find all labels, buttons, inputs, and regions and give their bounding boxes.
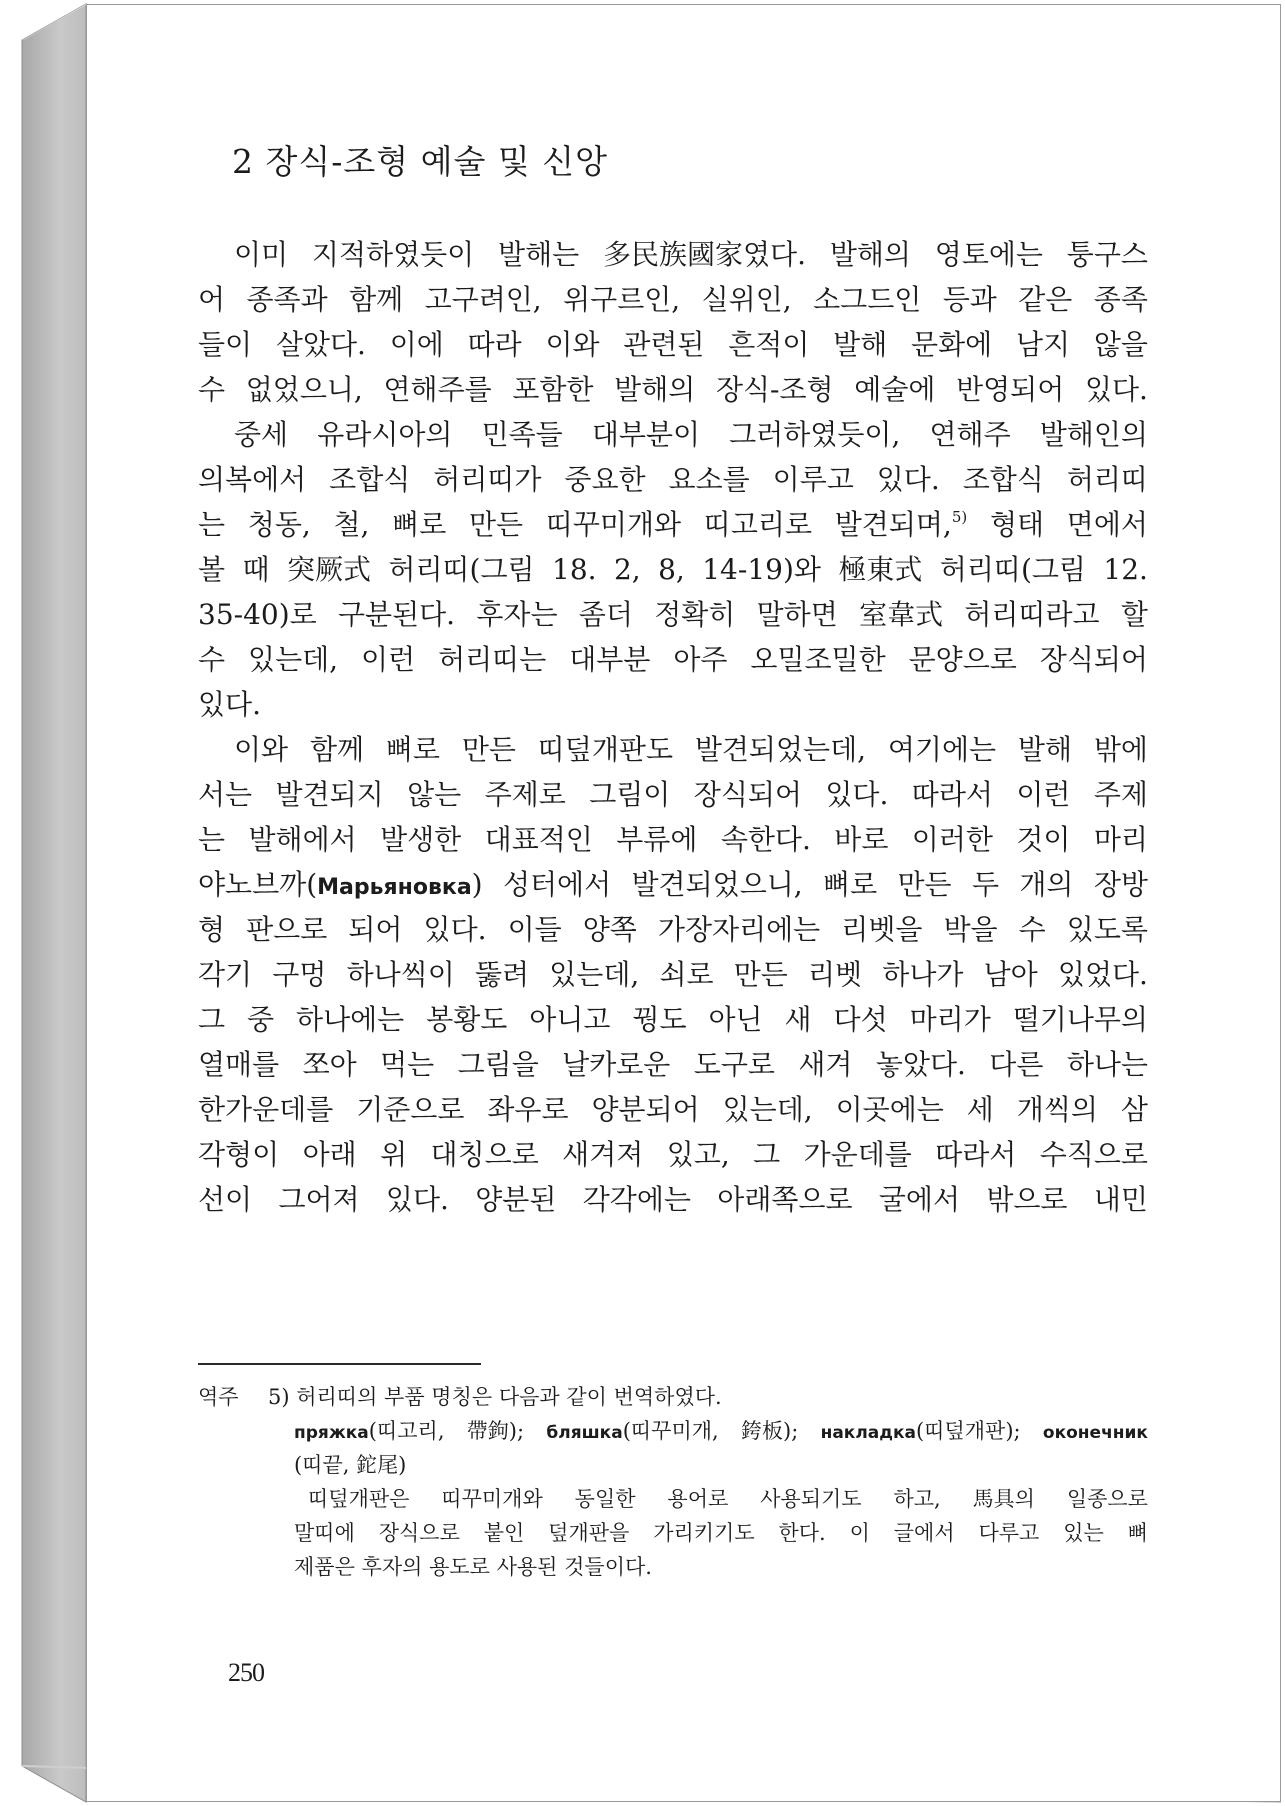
text-line: [198, 592, 1148, 637]
word: 종족: [1093, 283, 1148, 316]
word: 만든: [733, 958, 788, 991]
word: 이런: [361, 643, 416, 676]
word: 대칭으로: [430, 1138, 539, 1171]
word: 마리: [1093, 823, 1148, 856]
word: 영토에는: [934, 238, 1043, 271]
text-line: [198, 412, 1148, 457]
text-line: [198, 862, 1148, 907]
word: 띠덮개판은: [308, 1487, 410, 1511]
word: 18.: [552, 553, 597, 586]
word: 굴에서: [878, 1183, 960, 1216]
word: 있다.: [385, 1183, 449, 1216]
word: 중: [247, 1003, 275, 1036]
word: 장식-조형: [715, 373, 834, 406]
word: 따라서: [935, 1138, 1017, 1171]
word: 室韋式: [859, 598, 944, 631]
word: 용어로: [667, 1487, 729, 1511]
word: 만든: [461, 733, 516, 766]
word: 14-19)와: [702, 553, 821, 586]
word: 그: [753, 1138, 781, 1171]
word: 대표적인: [484, 823, 593, 856]
word: 있고,: [666, 1138, 730, 1171]
footnote-ref[interactable]: 5): [951, 508, 968, 526]
word: 어: [198, 283, 226, 316]
word: 쪼아: [302, 1048, 357, 1081]
footnote-para-line: [294, 1482, 1148, 1516]
word: 주제로: [484, 778, 566, 811]
word: 볼: [198, 553, 226, 586]
word: 허리띠는: [438, 643, 547, 676]
word: 각기: [198, 958, 253, 991]
word: 양분되어: [591, 1093, 700, 1126]
word: 떨기나무의: [1012, 1003, 1148, 1036]
word: 기준으로: [356, 1093, 465, 1126]
word: 띠덮개판도: [537, 733, 673, 766]
word: 각각에는: [582, 1183, 691, 1216]
word: 두: [971, 868, 1000, 901]
word: 살았다.: [275, 328, 366, 361]
word: 바로: [834, 823, 889, 856]
word: 판으로: [246, 913, 328, 946]
word: 덮개판을: [548, 1521, 630, 1545]
word: 허리띠가: [433, 463, 542, 496]
word: 민족들: [481, 418, 563, 451]
word: бляшка(띠꾸미개,: [546, 1419, 719, 1443]
word: 중요한: [564, 463, 646, 496]
word: 그어져: [278, 1183, 360, 1216]
word: 개의: [1019, 868, 1074, 901]
word: 장식되어: [693, 778, 802, 811]
word: 그러하였듯이,: [729, 418, 901, 451]
word: 종족과: [246, 283, 328, 316]
word: 포함한: [512, 373, 594, 406]
word: 꿩도: [632, 1003, 687, 1036]
word: 만든: [897, 868, 952, 901]
word: 않는: [407, 778, 462, 811]
word: 발해: [1017, 733, 1072, 766]
word: 도구로: [693, 1048, 775, 1081]
word: 발견되며,$^{5)}$: [834, 508, 968, 541]
word: 할: [1120, 598, 1148, 631]
word: 이와: [545, 328, 600, 361]
word: 하나가: [882, 958, 964, 991]
footnote-terms-line-2: (띠끝, 鉈尾): [294, 1453, 407, 1477]
word: 발해의: [614, 373, 696, 406]
word: 하나는: [1066, 1048, 1148, 1081]
word: 흔적이: [728, 328, 810, 361]
word: 이에: [389, 328, 444, 361]
word: 박을: [943, 913, 998, 946]
word: 남아: [983, 958, 1038, 991]
word: 한다.: [778, 1521, 826, 1545]
word: 있다.: [825, 778, 889, 811]
word: 있도록: [1066, 913, 1148, 946]
word: 이미: [234, 238, 289, 271]
word: 馬具의: [972, 1487, 1035, 1511]
word: 선이: [198, 1183, 253, 1216]
word: 뼈로: [392, 508, 447, 541]
word: 새겨져: [562, 1138, 644, 1171]
word: 연해주: [929, 418, 1011, 451]
word: 12.: [1103, 553, 1148, 586]
word: 허리띠(그림: [939, 553, 1086, 586]
text-line: [198, 1042, 1148, 1087]
word: 남지: [1015, 328, 1071, 361]
word: 아주: [673, 643, 728, 676]
word: 형태: [989, 508, 1045, 541]
word: 아래쪽으로: [717, 1183, 853, 1216]
word: 봉황도: [426, 1003, 508, 1036]
word: 조합식: [962, 463, 1044, 496]
word: 있는데,: [722, 1093, 813, 1126]
word: 좀더: [578, 598, 633, 631]
word: 요소를: [668, 463, 750, 496]
word: 따라: [467, 328, 522, 361]
footnote-label: 역주: [198, 1385, 239, 1409]
text-line: [198, 277, 1148, 322]
text-line: [198, 322, 1148, 367]
word: 날카로운: [562, 1048, 671, 1081]
word: 이와: [234, 733, 289, 766]
word: 뼈로: [823, 868, 878, 901]
word: 있는데,: [248, 643, 339, 676]
text-line: [198, 1132, 1148, 1177]
word: 발해에서: [248, 823, 357, 856]
word: 帶鉤);: [466, 1419, 525, 1443]
footnotes: [198, 1380, 1148, 1584]
word: 밖으로: [986, 1183, 1068, 1216]
word: 서는: [198, 778, 253, 811]
word: 발생한: [380, 823, 462, 856]
word: 붙인: [483, 1521, 525, 1545]
word: 위: [380, 1138, 408, 1171]
text-line: [198, 907, 1148, 952]
word: 한가운데를: [198, 1093, 334, 1126]
word: 각형이: [198, 1138, 280, 1171]
footnote-para-last: 제품은 후자의 용도로 사용된 것들이다.: [294, 1555, 652, 1579]
word: 없었으니,: [245, 373, 363, 406]
word: 허리띠라고: [964, 598, 1100, 631]
word: 발견되었으니,: [631, 868, 803, 901]
word: 동일한: [574, 1487, 636, 1511]
text-line: [198, 952, 1148, 997]
word: 突厥式: [286, 553, 371, 586]
word: 가장자리에는: [657, 913, 821, 946]
word: 35-40)로: [198, 598, 317, 631]
word: 는: [198, 823, 226, 856]
word: 뼈로: [385, 733, 440, 766]
section-heading: 2 장식-조형 예술 및 신앙: [232, 142, 609, 181]
word: 가리키기도: [653, 1521, 755, 1545]
word: 청동,: [247, 508, 311, 541]
word: 새겨: [798, 1048, 853, 1081]
text-line: [198, 367, 1148, 412]
page-number: 250: [228, 1658, 264, 1687]
text-line: [198, 547, 1148, 592]
word: 양쪽: [582, 913, 637, 946]
text-line: [198, 1087, 1148, 1132]
word: оконечник: [1042, 1423, 1148, 1443]
word: 들이: [198, 328, 253, 361]
word: 띠고리로: [703, 508, 812, 541]
word: 발견되었는데,: [694, 733, 867, 766]
footnote-text: 5) 허리띠의 부품 명칭은 다음과 같이 번역하였다.: [268, 1385, 722, 1409]
word: 이곳에는: [835, 1093, 944, 1126]
word: 띠꾸미개와: [441, 1487, 543, 1511]
text-line: [198, 1177, 1148, 1222]
word: 2,: [613, 553, 641, 586]
text-line: [198, 997, 1148, 1042]
word: 말띠에: [294, 1521, 355, 1545]
word: 있는데,: [549, 958, 640, 991]
text-line: [198, 682, 1148, 727]
text-line: [198, 772, 1148, 817]
word: 있다.: [198, 688, 261, 721]
word: 아니고: [529, 1003, 611, 1036]
word: 있다.: [423, 913, 487, 946]
word: 이들: [507, 913, 562, 946]
word: 다루고: [978, 1521, 1040, 1545]
word: 유라시아의: [317, 418, 453, 451]
word: 만든: [469, 508, 524, 541]
word: 極東式: [838, 553, 923, 586]
word: 따라서: [911, 778, 993, 811]
word: 정확히: [654, 598, 736, 631]
word: 관련된: [623, 328, 705, 361]
word: 철,: [333, 508, 370, 541]
word: 발해인의: [1039, 418, 1148, 451]
word: 반영되어: [956, 373, 1065, 406]
word: 연해주를: [383, 373, 492, 406]
word: 고구려인,: [424, 283, 542, 316]
word: 주제: [1093, 778, 1148, 811]
footnote-first-line: [198, 1380, 1148, 1414]
word: 오밀조밀한: [750, 643, 886, 676]
word: 대부분이: [591, 418, 701, 451]
word: 발해는: [498, 238, 580, 271]
word: 있었다.: [1057, 958, 1148, 991]
word: 먹는: [380, 1048, 435, 1081]
word: 놓았다.: [875, 1048, 966, 1081]
word: 좌우로: [487, 1093, 569, 1126]
word: 뼈: [1127, 1521, 1148, 1545]
word: 개씩의: [1016, 1093, 1098, 1126]
word: 속한다.: [720, 823, 811, 856]
word: 대부분: [569, 643, 651, 676]
word: 글에서: [893, 1521, 955, 1545]
word: 수: [198, 373, 226, 406]
word: 뚫려: [474, 958, 530, 991]
text-line: [198, 727, 1148, 772]
word: 여기에는: [887, 733, 997, 766]
word: 허리띠: [1066, 463, 1148, 496]
word: 장방: [1093, 868, 1148, 901]
word: 발해: [833, 328, 888, 361]
word: 그림을: [457, 1048, 539, 1081]
word: 銙板);: [741, 1419, 799, 1443]
word: 장식되어: [1039, 643, 1148, 676]
text-line: [198, 232, 1148, 277]
word: 쇠로: [659, 958, 714, 991]
word: 그: [198, 1003, 226, 1036]
word: 삼: [1120, 1093, 1148, 1126]
word: 하나씩이: [346, 958, 455, 991]
word: 이루고: [772, 463, 854, 496]
word: 되어: [348, 913, 403, 946]
word: 8,: [658, 553, 685, 586]
word: 장식으로: [378, 1521, 460, 1545]
word: 있다.: [876, 463, 940, 496]
word: 아닌: [708, 1003, 763, 1036]
word: 퉁구스: [1066, 238, 1148, 271]
word: 있는: [1063, 1521, 1104, 1545]
footnote-terms-line: [294, 1414, 1148, 1448]
word: 의복에서: [198, 463, 307, 496]
word: 허리띠(그림: [388, 553, 535, 586]
word: 마리가: [909, 1003, 991, 1036]
word: 내민: [1093, 1183, 1148, 1216]
word: 열매를: [198, 1048, 280, 1081]
word: 면에서: [1066, 508, 1148, 541]
footnote-separator: [198, 1363, 481, 1365]
word: пряжка(띠고리,: [294, 1419, 445, 1443]
word: 지적하였듯이: [311, 238, 475, 271]
word: 실위인,: [701, 283, 792, 316]
word: 는: [198, 508, 226, 541]
word: 이런: [1016, 778, 1071, 811]
word: 아래: [302, 1138, 357, 1171]
body-text: [198, 232, 1148, 1222]
word: 않을: [1093, 328, 1148, 361]
word: 하고,: [893, 1487, 941, 1511]
word: 리벳을: [841, 913, 923, 946]
word: 조합식: [329, 463, 411, 496]
word: 발견되지: [275, 778, 384, 811]
word: 등과: [942, 283, 997, 316]
word: 문화에: [911, 328, 993, 361]
word: 띠꾸미개와: [545, 508, 682, 541]
word: 일종으로: [1066, 1487, 1148, 1511]
word: 양분된: [475, 1183, 557, 1216]
word: 사용되기도: [760, 1487, 862, 1511]
word: 이: [849, 1521, 870, 1545]
word: 구멍: [272, 958, 327, 991]
word: 함께: [349, 283, 404, 316]
word: 예술에: [854, 373, 936, 406]
word: 부류에: [616, 823, 698, 856]
word: 것이: [1016, 823, 1071, 856]
word: 밖에: [1093, 733, 1148, 766]
word: 다른: [989, 1048, 1044, 1081]
word: 이러한: [911, 823, 993, 856]
word: 다섯: [833, 1003, 888, 1036]
word: 중세: [234, 418, 289, 451]
text-line: [198, 457, 1148, 502]
footnote-para-line: [294, 1516, 1148, 1550]
word: 위구르인,: [563, 283, 681, 316]
word: 리벳: [808, 958, 863, 991]
word: 함께: [309, 733, 365, 766]
word: 하나에는: [296, 1003, 405, 1036]
word: 수직으로: [1039, 1138, 1148, 1171]
text-line: [198, 502, 1148, 547]
word: 때: [242, 553, 270, 586]
word: 있다.: [1084, 373, 1148, 406]
word: 말하면: [756, 598, 838, 631]
word: накладка(띠덮개판);: [820, 1419, 1021, 1443]
text-line: [198, 637, 1148, 682]
word: 야노브까(Марьяновка): [198, 868, 483, 901]
word: 수: [198, 643, 226, 676]
word: 형: [198, 913, 226, 946]
word: 새: [784, 1003, 812, 1036]
word: 소그드인: [813, 283, 922, 316]
word: 그림이: [589, 778, 671, 811]
word: 같은: [1018, 283, 1073, 316]
word: 수: [1018, 913, 1046, 946]
text-line: [198, 817, 1148, 862]
word: 성터에서: [502, 868, 612, 901]
word: 가운데를: [803, 1138, 912, 1171]
word: 세: [966, 1093, 994, 1126]
word: 多民族國家였다.: [603, 238, 806, 271]
word: 문양으로: [908, 643, 1017, 676]
word: 구분된다.: [337, 598, 456, 631]
word: 발해의: [829, 238, 911, 271]
word: 후자는: [476, 598, 558, 631]
